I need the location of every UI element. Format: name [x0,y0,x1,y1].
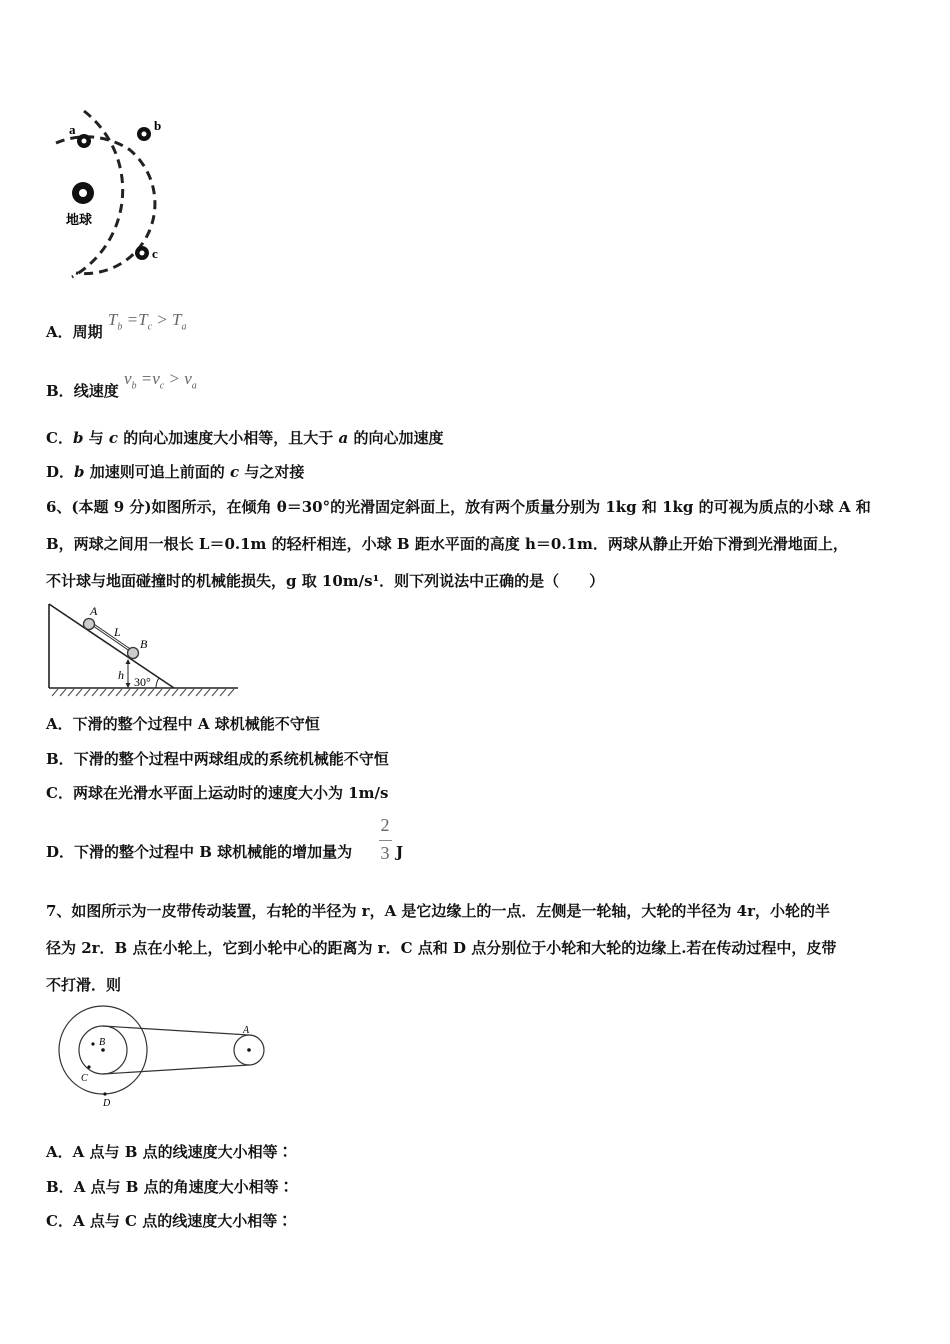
belt-figure [55,1003,270,1113]
q6-stem-line3: 不计球与地面碰撞时的机械能损失，g 取 10m/s¹．则下列说法中正确的是（ ） [46,572,605,590]
point-b-icon [91,1042,94,1045]
q5-option-b: B．线速度 $v_b =v_c > v_a$ [46,369,197,400]
incline-slope [49,604,174,688]
belt-label-c: C [81,1073,88,1084]
q5-option-a-formula: $T_b =T_c > T_a$ [107,310,187,333]
q6-option-d: D．下滑的整个过程中 B 球机械能的增加量为 [46,843,353,861]
ball-a-icon [84,619,95,630]
orbit-figure [50,105,180,285]
q7-stem-line2: 径为 2r．B 点在小轮上，它到小轮中心的距离为 r．C 点和 D 点分别位于小轮和大轮的边缘上.若在传动过程中，皮带 [46,939,837,957]
q7-option-c: C．A 点与 C 点的线速度大小相等∶ [46,1212,293,1230]
figure-label-b: B [140,637,148,651]
figure-label-a: A [90,604,98,618]
q5-option-d: D．b 加速则可追上前面的 c 与之对接 [46,463,305,481]
q6-option-d-numerator: 2 [380,815,390,835]
earth-label: 地球 [66,212,93,227]
belt-label-a: A [243,1025,250,1036]
figure-label-h: h [118,668,124,682]
q7-option-b: B．A 点与 B 点的角速度大小相等∶ [46,1178,294,1196]
point-d-icon [103,1092,106,1095]
belt-bottom [103,1065,249,1074]
figure-label-angle: 30° [134,675,151,689]
q6-option-d-denominator: 3 [380,843,390,863]
q6-option-b: B．下滑的整个过程中两球组成的系统机械能不守恒 [46,750,389,768]
ground-hatching [52,689,234,696]
axle-center [101,1048,105,1052]
figure-label-l: L [114,625,121,639]
q6-stem-line1: 6、(本题 9 分)如图所示，在倾角 θ＝30°的光滑固定斜面上，放有两个质量分别为 1kg 和 1kg 的可视为质点的小球 A 和 [46,498,871,516]
point-c-icon [87,1065,90,1068]
q6-option-a: A．下滑的整个过程中 A 球机械能不守恒 [46,715,320,733]
q5-option-a: A．周期 $T_b =T_c > T_a$ [46,310,187,341]
point-a-icon [247,1048,251,1052]
belt-label-d: D [103,1098,111,1109]
satellite-b-label: b [154,118,162,133]
q6-option-c: C．两球在光滑水平面上运动时的速度大小为 1m/s [46,784,389,802]
satellite-c-label: c [152,246,158,261]
q7-stem-line1: 7、如图所示为一皮带传动装置，右轮的半径为 r，A 是它边缘上的一点．左侧是一轮轴，大轮的半径为 4r，小轮的半 [46,902,830,920]
belt-top [103,1026,249,1035]
q5-option-b-formula: $v_b =v_c > v_a$ [123,369,197,392]
incline-figure [46,600,241,700]
q7-stem-line3: 不打滑．则 [46,976,122,994]
belt-label-b: B [99,1037,106,1048]
q6-stem-line2: B，两球之间用一根长 L＝0.1m 的轻杆相连，小球 B 距水平面的高度 h＝0.1m．两球从静止开始下滑到光滑地面上， [46,535,848,553]
satellite-a-label: a [69,122,76,137]
q6-option-d-unit: J [396,843,404,861]
q6-option-d-fraction-bar [379,840,392,841]
q7-option-a: A．A 点与 B 点的线速度大小相等∶ [46,1143,293,1161]
ball-b-icon [128,648,139,659]
q5-option-c: C．b 与 c 的向心加速度大小相等，且大于 a 的向心加速度 [46,429,444,447]
